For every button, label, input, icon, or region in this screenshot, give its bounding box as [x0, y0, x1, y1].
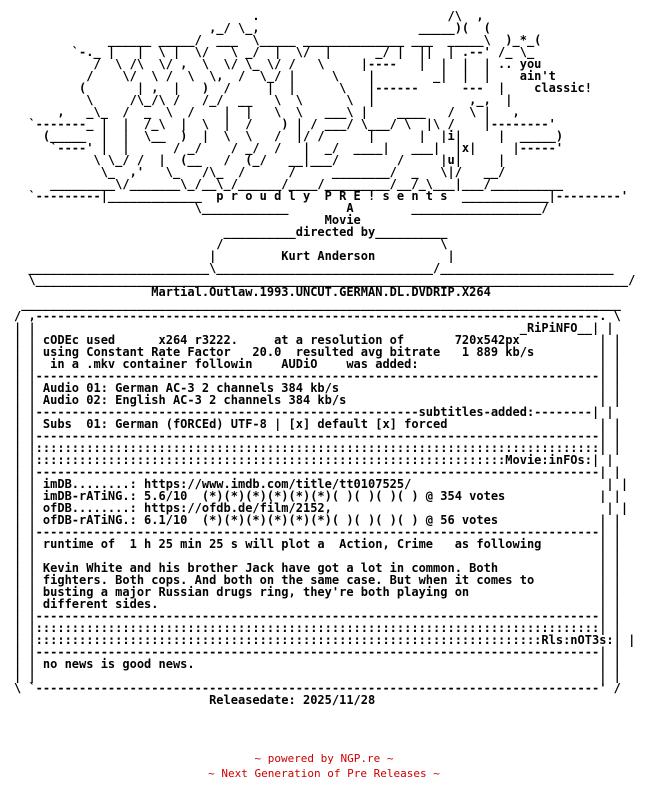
nfo-line: | | imDB-rATiNG.: 5.6/10 (*)(*)(*)(*)(*)(*)( )( )( )( ) @ 354 votes | | — [14, 489, 621, 503]
nfo-line: \__________________________________________________________________________________/ — [14, 273, 636, 287]
nfo-line: , _\_ / _ \ / | | \ \ ___\ | ____ / \ | , — [14, 105, 520, 119]
nfo-line: (_____ | | \__ ) | \ \ / |/ / | | |i| | _____) — [14, 129, 564, 143]
nfo-line: | |::::::::::::::::::::::::::::::::::::::::::::::::::::::::::::::::::::::::::::::| | — [14, 621, 621, 635]
nfo-line: | | no news is good news. | | — [14, 657, 621, 671]
nfo-line: Releasedate: 2025/11/28 — [14, 693, 376, 707]
nfo-line: | | ofDB........: https://ofdb.de/film/2152, | | — [14, 501, 629, 515]
nfo-line: ___________________________________________________________________________________ — [14, 297, 621, 311]
nfo-line: | |-----------------------------------------------------subtitles-added:--------| | — [14, 405, 614, 419]
nfo-line: ,_/ \_, _____)( ( — [14, 21, 491, 35]
nfo-line: | | imDB........: https://www.imdb.com/title/tt0107525/ | | — [14, 477, 629, 491]
nfo-line: / ,------------------------------------------------------------------------------. \ — [14, 309, 621, 323]
nfo-line: | | Audio 02: English AC-3 2 channels 384 kb/s | | — [14, 393, 621, 407]
nfo-text — [14, 10, 635, 706]
nfo-line: | | runtime of 1 h 25 min 25 s will plot a Action, Crime as following | | — [14, 537, 621, 551]
nfo-line: \ `------------------------------------------------------------------------------' / — [14, 681, 621, 695]
nfo-line: `-._ | | \ | \/ \ _/ | \/ | _/ | || | .--' /_ \_ — [14, 45, 535, 59]
nfo-line: | | in a .mkv container followin AUDiO was added: | | — [14, 357, 621, 371]
nfo-line: | | different sides. | | — [14, 597, 621, 611]
nfo-line: | | ofDB-rATiNG.: 6.1/10 (*)(*)(*)(*)(*)(*)( )( )( )( ) @ 56 votes | | — [14, 513, 621, 527]
nfo-line: | | busting a major Russian drugs ring, they're both playing on | | — [14, 585, 621, 599]
nfo-line: | Kurt Anderson | — [14, 249, 455, 263]
nfo-line: ( | , | ) / | | \ |------ --- | classic! — [14, 81, 592, 95]
nfo-line: | | Audio 01: German AC-3 2 channels 384 kb/s | | — [14, 381, 621, 395]
nfo-line: `---------|_____________ p r o u d l y P R E ! s e n t s ____________|---------' — [14, 189, 629, 203]
nfo-line: | | | | — [14, 669, 621, 683]
nfo-line: | |::::::::::::::::::::::::::::::::::::::::::::::::::::::::::::::::::::::Rls:nOT3s:| | — [14, 633, 636, 647]
nfo-line: | |------------------------------------------------------------------------------| | — [14, 609, 621, 623]
footer-tagline: ~ Next Generation of Pre Releases ~ — [208, 767, 440, 780]
nfo-line: | | | | — [14, 549, 621, 563]
nfo-line: `----' | | / _/ / _/ / | _/ ____| ___| |x| |-----' — [14, 141, 564, 155]
nfo-line: | |------------------------------------------------------------------------------| | — [14, 645, 621, 659]
nfo-line: | |------------------------------------------------------------------------------| | — [14, 429, 621, 443]
nfo-line: \____________ A __________________/ — [14, 201, 549, 215]
nfo-line: __________directed by__________ — [14, 225, 448, 239]
nfo-line: ______ _____/ ___ \_____ ______________ ___ _____\ )_*_( — [14, 33, 542, 47]
nfo-line: \ \_/ / | (__ / (_/ __|___/ / |u| | — [14, 153, 506, 167]
nfo-line: Martial.Outlaw.1993.UNCUT.GERMAN.DL.DVDRIP.X264 — [14, 285, 491, 299]
nfo-line: | |::::::::::::::::::::::::::::::::::::::::::::::::::::::::::::::::::::::::::::::| | — [14, 441, 621, 455]
nfo-line: \ /\_/\ / /_/ __ \ \ \ | ,_, | — [14, 93, 513, 107]
nfo-line: Movie — [14, 213, 361, 227]
nfo-line: | | using Constant Rate Factor 20.0 resulted avg bitrate 1 889 kb/s | | — [14, 345, 621, 359]
nfo-line: / \ — [14, 237, 448, 251]
nfo-line: | | _RiPiNFO__| | — [14, 321, 614, 335]
nfo-line: / \/ \ / \ \, / \_/ | \ | _| | | ain't — [14, 69, 556, 83]
nfo-line: | | cODEc used x264 r3222. at a resolution of 720x542px | | — [14, 333, 621, 347]
nfo-line: | |------------------------------------------------------------------------------| | — [14, 369, 621, 383]
nfo-line: | | fighters. Both cops. And both on the same case. But when it comes to | | — [14, 573, 621, 587]
nfo-line: | |------------------------------------------------------------------------------| | — [14, 525, 621, 539]
nfo-line: _________________________\______________________________/________________________ — [14, 261, 614, 275]
nfo-line: _________\/_______\_/__\_/______/____/_________/__/_\___|___/__________ — [14, 177, 564, 191]
nfo-line: | |------------------------------------------------------------------------------| | — [14, 465, 621, 479]
footer-powered-by: ~ powered by NGP.re ~ — [254, 752, 394, 765]
nfo-line: . /\ , — [14, 9, 484, 23]
nfo-line: \_ ,' \_ /\_ / / ________/ _ \|/ __/ — [14, 165, 506, 179]
nfo-line: `-------_ | | /_\ | \ | / ) | / ___/ \___/ \ |\ / |--------' — [14, 117, 556, 131]
nfo-line: / \ /\ \/ , \ \/ \_ \/ / \ |---- | | | | .. you — [14, 57, 542, 71]
nfo-line: | | Subs 01: German (fORCEd) UTF-8 | [x] default [x] forced | | — [14, 417, 621, 431]
nfo-line: | |:::::::::::::::::::::::::::::::::::::::::::::::::::::::::::::::::Movie:inFOs:| | — [14, 453, 614, 467]
nfo-line: | | Kevin White and his brother Jack have got a lot in common. Both | | — [14, 561, 621, 575]
